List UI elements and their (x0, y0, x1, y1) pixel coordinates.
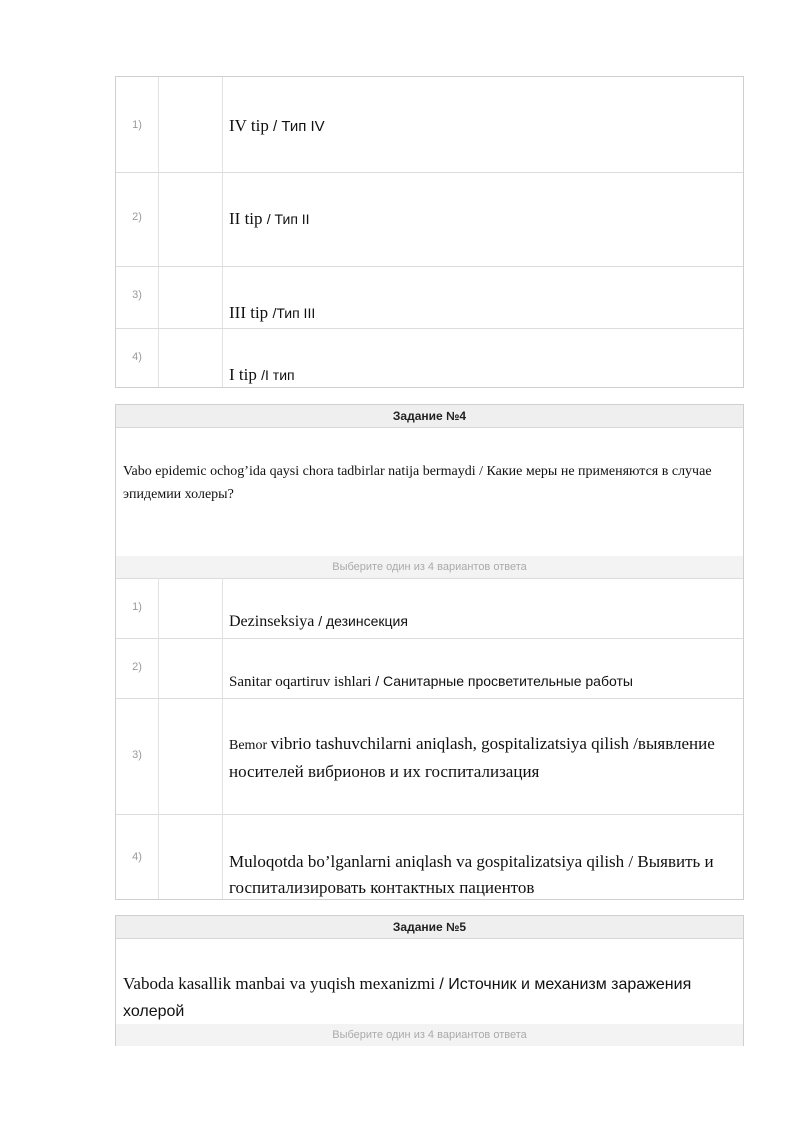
option-ru: /Тип III (272, 305, 316, 321)
option-ru: / Тип II (266, 211, 310, 227)
option-number: 4) (132, 351, 142, 363)
option-row[interactable] (116, 814, 743, 901)
option-ru: / Санитарные просветительные работы (375, 673, 633, 689)
task-question: Vabo epidemic ochog’ida qaysi chora tadbirlar natija bermaydi / Какие меры не применяются в случае эпидемии холеры? (123, 464, 712, 502)
option-number: 3) (132, 749, 142, 761)
option-ru: / Тип IV (268, 118, 325, 135)
option-row[interactable] (116, 698, 743, 814)
option-number: 1) (132, 601, 142, 613)
option-main: vibrio tashuvchilarni aniqlash, gospitalizatsiya qilish /выявление носителей вибрионов и их госпитализация (229, 734, 715, 781)
option-row[interactable] (116, 172, 743, 266)
option-number: 2) (132, 661, 142, 673)
option-main: Sanitar oqartiruv ishlari (229, 674, 376, 690)
option-main: Dezinseksiya (229, 613, 315, 630)
prev-task-options (115, 76, 744, 388)
task-4 (115, 404, 744, 900)
option-row[interactable] (116, 266, 743, 328)
option-text (229, 206, 735, 232)
option-text (229, 113, 735, 139)
question-main: Vaboda kasallik manbai va yuqish mexanizmi (123, 974, 440, 993)
option-row[interactable] (116, 328, 743, 389)
option-main: III tip (229, 303, 273, 322)
option-text (229, 609, 735, 634)
task-question (123, 971, 733, 1025)
option-lead: Bemor (229, 738, 271, 753)
task-5 (115, 915, 744, 1046)
option-number: 3) (132, 289, 142, 301)
option-text (229, 300, 735, 326)
option-text: Muloqotda bo’lganlarni aniqlash va gospitalizatsiya qilish / Выявить и госпитализировать контактных пациентов (229, 852, 714, 897)
option-main: II tip (229, 209, 267, 228)
option-text (229, 669, 735, 695)
question-ru: / Источник и механизм заражения холерой (123, 976, 692, 1020)
option-number: 4) (132, 851, 142, 863)
option-main: I tip (229, 365, 262, 384)
answer-hint: Выберите один из 4 вариантов ответа (116, 556, 743, 578)
option-row[interactable] (116, 578, 743, 638)
task-title: Задание №5 (116, 916, 743, 939)
option-row[interactable] (116, 77, 743, 172)
option-text (229, 362, 735, 388)
option-number: 2) (132, 211, 142, 223)
option-ru: /I тип (261, 367, 295, 383)
option-ru: / дезинсекция (314, 613, 408, 629)
answer-hint: Выберите один из 4 вариантов ответа (116, 1024, 743, 1046)
option-row[interactable] (116, 638, 743, 698)
option-main: IV tip (229, 116, 269, 135)
task-title: Задание №4 (116, 405, 743, 428)
option-number: 1) (132, 119, 142, 131)
option-text (229, 731, 735, 785)
